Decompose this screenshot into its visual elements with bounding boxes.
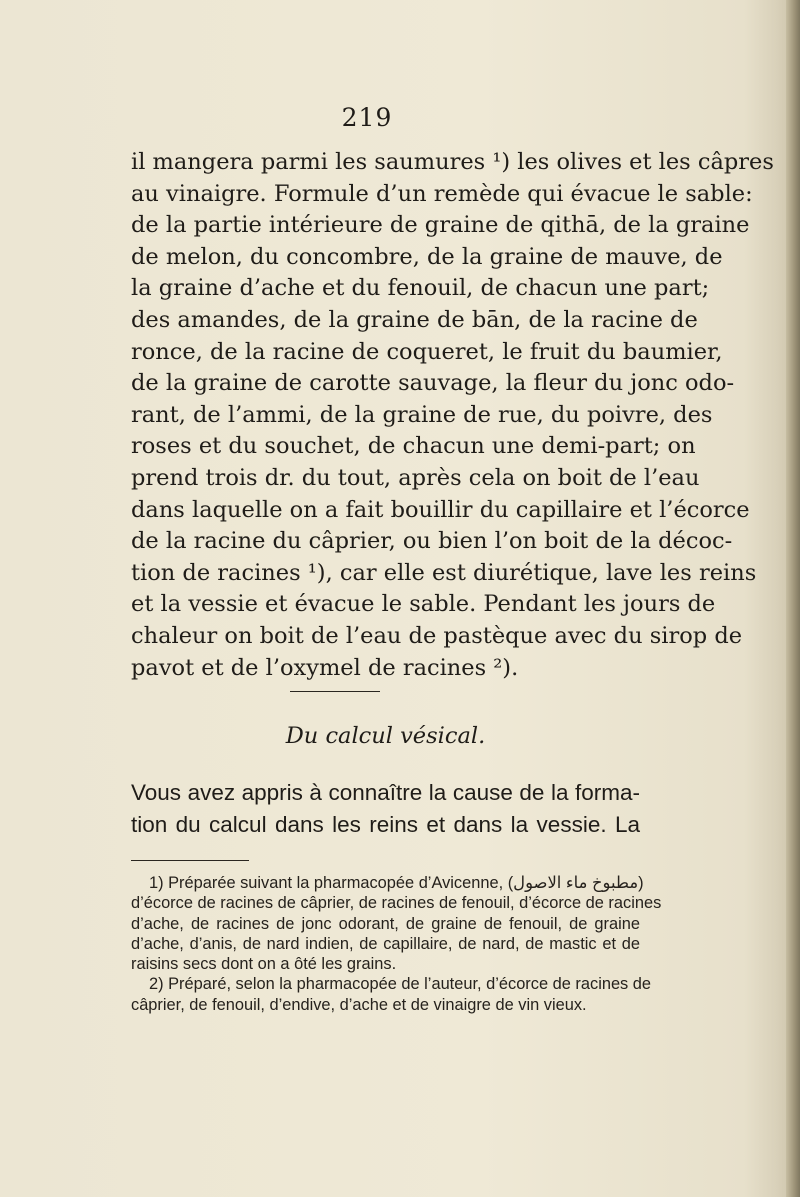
text-line: tion du calcul dans les reins et dans la vessie. La [131,812,640,837]
text-line: de la graine de carotte sauvage, la fleur du jonc odo- [131,370,735,397]
footnote-line: 1) Préparée suivant la pharmacopée d’Avicenne, (مطبوخ ماء الاصول) [149,874,644,892]
main-paragraph [131,147,774,684]
text-line: de la racine du câprier, ou bien l’on boit de la décoc- [131,528,733,555]
page-edge [786,0,800,1197]
section-paragraph [131,777,640,841]
text-line: prend trois dr. du tout, après cela on boit de l’eau [131,464,700,491]
text-line: Vous avez appris à connaître la cause de la forma- [131,780,640,805]
footnote-line: 2) Préparé, selon la pharmacopée de l’auteur, d’écorce de racines de [149,975,652,994]
footnote-line: d’ache, de racines de jonc odorant, de graine de fenouil, de graine [131,914,640,933]
text-line: tion de racines ¹), car elle est diurétique, lave les reins [131,559,757,586]
section-divider [290,691,380,692]
footnote-line: raisins secs dont on a ôté les grains. [131,955,397,974]
text-line: ronce, de la racine de coqueret, le fruit du baumier, [131,338,723,365]
text-line: rant, de l’ammi, de la graine de rue, du poivre, des [131,401,713,428]
text-line: la graine d’ache et du fenouil, de chacun une part; [131,275,710,302]
footnotes [131,873,662,1015]
text-line: dans laquelle on a fait bouillir du capillaire et l’écorce [131,496,750,523]
text-line: roses et du souchet, de chacun une demi-part; on [131,433,696,460]
footnote-line: d’écorce de racines de câprier, de racines de fenouil, d’écorce de racines [131,894,662,913]
text-line: et la vessie et évacue le sable. Pendant les jours de [131,591,716,618]
footnote-line: d’ache, d’anis, de nard indien, de capillaire, de nard, de mastic et de [131,934,640,953]
text-line: de melon, du concombre, de la graine de mauve, de [131,243,723,270]
text-line: de la partie intérieure de graine de qithā, de la graine [131,212,750,239]
footnote-line: câprier, de fenouil, d’endive, d’ache et de vinaigre de vin vieux. [131,995,587,1014]
text-line: des amandes, de la graine de bān, de la racine de [131,306,698,333]
section-heading: Du calcul vésical. [285,723,486,749]
text-line: il mangera parmi les saumures ¹) les olives et les câpres [131,149,774,175]
text-line: chaleur on boit de l’eau de pastèque avec du sirop de [131,622,743,649]
page-number: 219 [341,103,393,132]
text-line: au vinaigre. Formule d’un remède qui évacue le sable: [131,180,753,207]
footnote-divider [131,860,249,861]
text-line: pavot et de l’oxymel de racines ²). [131,654,519,681]
